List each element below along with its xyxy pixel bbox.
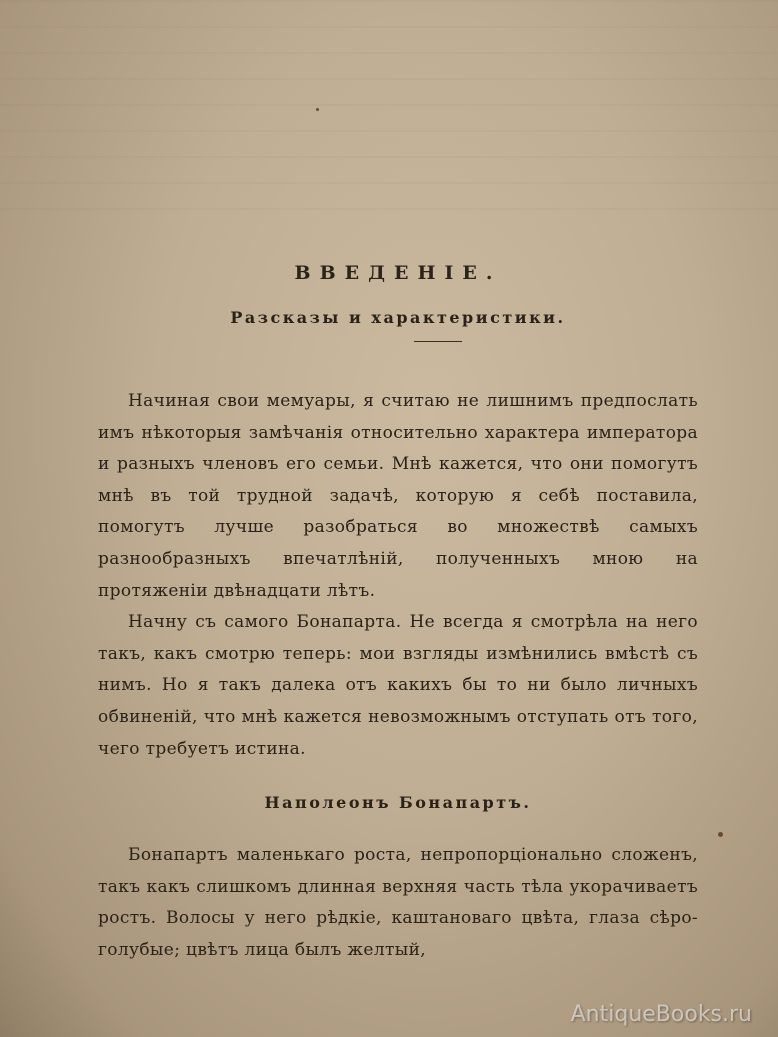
intro-paragraph-2: Начну съ самого Бонапарта. Не всегда я смотрѣла на него такъ, какъ смотрю теперь: мои взгляды измѣнились вмѣстѣ съ нимъ. Но я такъ далека отъ какихъ бы то ни было личныхъ обвиненій, что мнѣ кажется невозможнымъ отступать отъ того, чего требуетъ истина. bbox=[98, 612, 698, 759]
text-block bbox=[98, 262, 698, 967]
section-title: Наполеонъ Бонапартъ. bbox=[264, 793, 532, 813]
watermark: AntiqueBooks.ru bbox=[570, 1002, 752, 1027]
chapter-subheading: Разсказы и характеристики. bbox=[230, 308, 566, 327]
section-paragraph: Бонапартъ маленькаго роста, непропорціонально сложенъ, такъ какъ слишкомъ длинная верхняя часть тѣла укорачиваетъ ростъ. Волосы у него рѣдкіе, каштановаго цвѣта, глаза сѣро-голубые; цвѣтъ лица былъ желтый, bbox=[98, 845, 698, 960]
paper-speck bbox=[316, 108, 319, 111]
chapter-heading: ВВЕДЕНІЕ. bbox=[294, 262, 502, 284]
divider-rule bbox=[414, 341, 462, 342]
intro-paragraph-1: Начиная свои мемуары, я считаю не лишнимъ предпослать имъ нѣкоторыя замѣчанія относительно характера императора и разныхъ членовъ его семьи. Мнѣ кажется, что они помогутъ мнѣ въ той трудной задачѣ, которую я себѣ поставила, помогутъ лучше разобраться во множествѣ самыхъ разнообразныхъ впечатлѣній, полученныхъ мною на протяженіи двѣнадцати лѣтъ. bbox=[98, 391, 698, 601]
paper-speck bbox=[718, 832, 723, 837]
bleed-through-text bbox=[0, 0, 778, 220]
